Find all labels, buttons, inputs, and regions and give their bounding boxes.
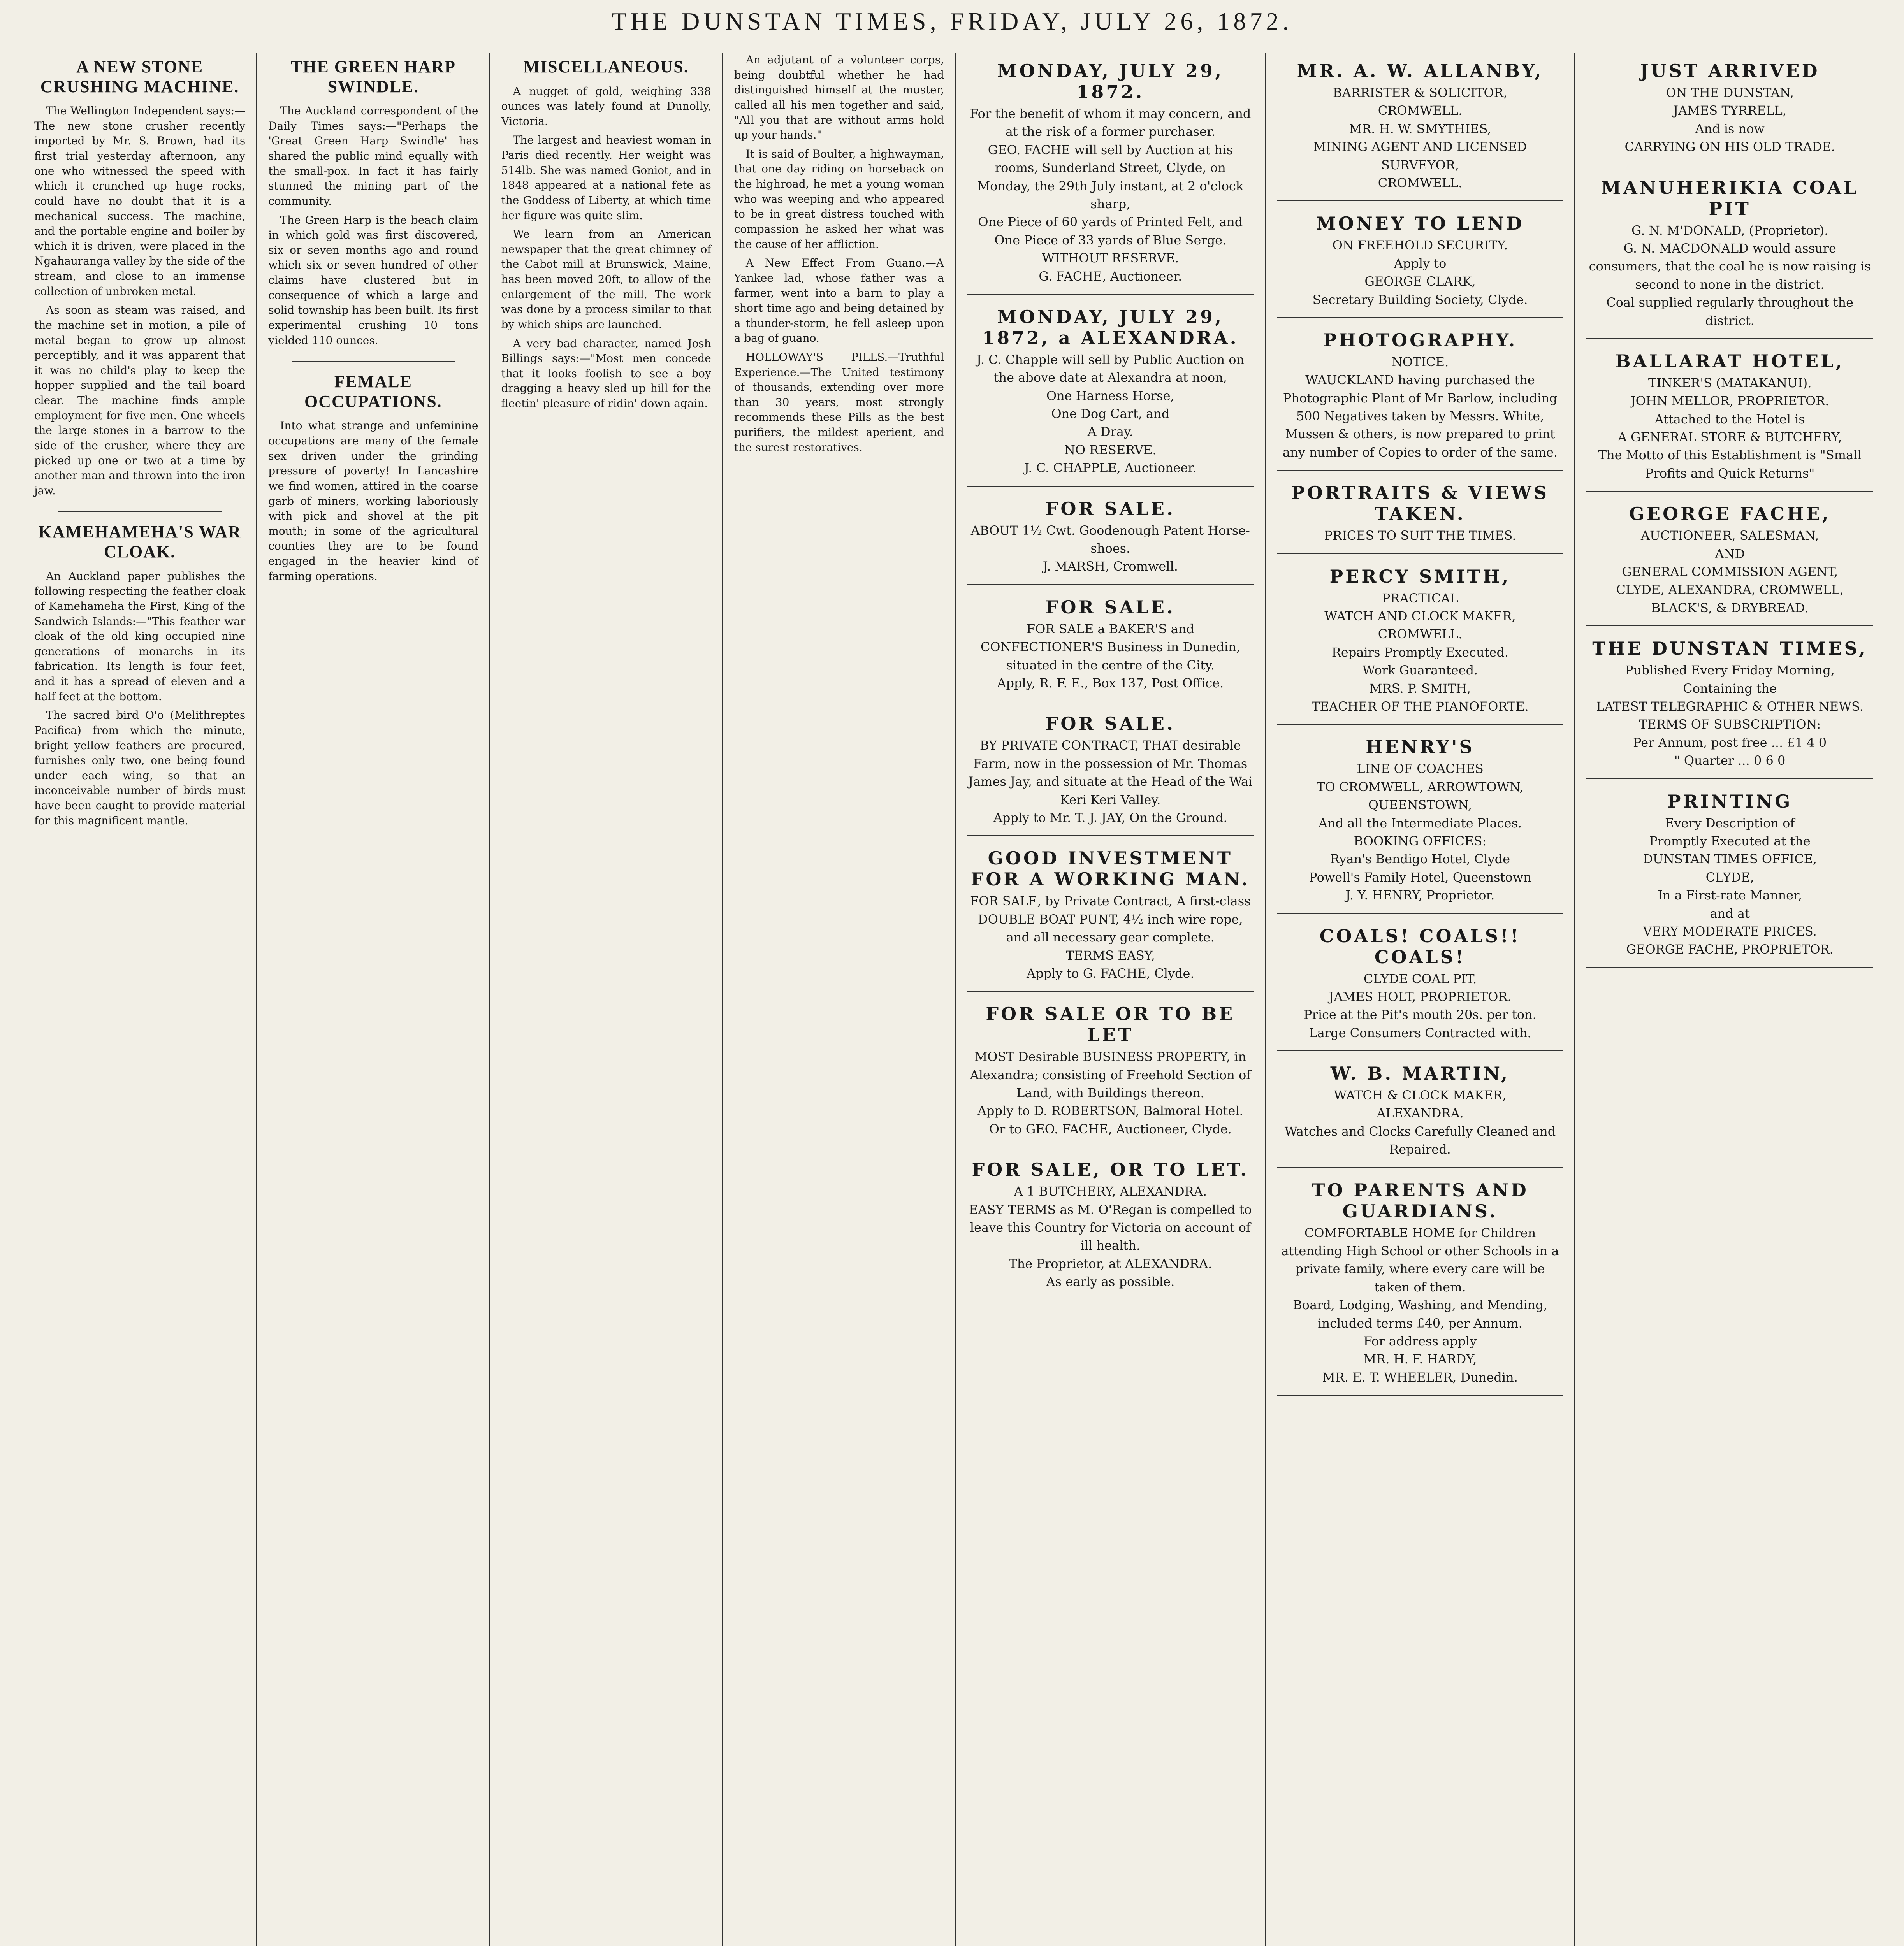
column-7-ads — [1574, 53, 1884, 1946]
masthead — [0, 0, 1904, 44]
article-paragraph: The largest and heaviest woman in Paris died recently. Her weight was 514lb. She was named Goniot, and in 1848 appeared at a national fete as the Goddess of Liberty, at which time her figure was quite slim. — [501, 133, 711, 222]
ad-heading: JUST ARRIVED — [1640, 60, 1820, 81]
article-paragraph: We learn from an American newspaper that the great chimney of the Cabot mill at Brunswick, Maine, has been moved 20ft, to allow of the enlargement of the mill. The work was done by a process similar to that by which ships are launched. — [501, 228, 711, 331]
advertisement — [1586, 343, 1873, 492]
ad-heading: COALS! COALS!! COALS! — [1319, 925, 1521, 968]
column-6-ads — [1265, 53, 1575, 1946]
article-paragraph: The Green Harp is the beach claim in which gold was first discovered, six or seven months ago and round which six or seven hundred of other claims have clustered but in consequence of which a large and solid township has been built. Its first experimental crushing 10 tons yielded 110 ounces. — [268, 213, 478, 347]
advertisement — [1586, 783, 1873, 968]
article-heading: THE GREEN HARP SWINDLE. — [290, 57, 456, 96]
article-paragraph: An Auckland paper publishes the following respecting the feather cloak of Kamehameha the First, King of the Sandwich Islands:—"This feather war cloak of the old king occupied nine generations of monarchs in its fabrication. Its length is four feet, and it has a spread of eleven and a half feet at the bottom. — [34, 569, 246, 703]
masthead-title: THE DUNSTAN TIMES, FRIDAY, JULY 26, 1872. — [611, 7, 1293, 35]
advertisement — [1277, 558, 1564, 725]
ad-body: ON THE DUNSTAN, JAMES TYRRELL, And is now CARRYING ON HIS OLD TRADE. — [1624, 85, 1835, 155]
ad-body: COMFORTABLE HOME for Children attending High School or other Schools in a private family, where every care will be taken of them. Board, Lodging, Washing, and Mending, included terms £40, per Annum. For address apply MR. H. F. HARDY, MR. E. T. WHEELER, Dunedin. — [1281, 1225, 1559, 1385]
ad-heading: MONDAY, JULY 29, 1872, a ALEXANDRA. — [982, 306, 1239, 348]
ad-body: FOR SALE a BAKER'S and CONFECTIONER'S Business in Dunedin, situated in the centre of the City. Apply, R. F. E., Box 137, Post Office. — [980, 621, 1240, 690]
divider — [58, 511, 222, 512]
advertisement — [1277, 1172, 1564, 1396]
advertisement — [1277, 53, 1564, 201]
ad-heading: MONEY TO LEND — [1316, 213, 1524, 234]
advertisement — [967, 299, 1254, 486]
column-5-ads — [955, 53, 1265, 1946]
ad-body: A 1 BUTCHERY, ALEXANDRA. EASY TERMS as M. O'Regan is compelled to leave this Country for Victoria on account of ill health. The Proprietor, at ALEXANDRA. As early as possible. — [969, 1184, 1252, 1289]
ad-heading: FOR SALE. — [1045, 498, 1175, 519]
ad-body: LINE OF COACHES TO CROMWELL, ARROWTOWN, QUEENSTOWN, And all the Intermediate Places. BOOKING OFFICES: Ryan's Bendigo Hotel, Clyde Powell's Family Hotel, Queenstown J. Y. HENRY, Proprietor. — [1309, 761, 1531, 903]
ad-heading: HENRY'S — [1366, 736, 1475, 758]
column-3 — [489, 53, 722, 1946]
advertisement — [1277, 205, 1564, 318]
ad-body: ON FREEHOLD SECURITY. Apply to GEORGE CLARK, Secretary Building Society, Clyde. — [1312, 238, 1528, 307]
advertisement — [967, 840, 1254, 992]
ad-heading: GOOD INVESTMENT FOR A WORKING MAN. — [970, 848, 1250, 890]
ad-body: ABOUT 1½ Cwt. Goodenough Patent Horse-shoes. J. MARSH, Cromwell. — [970, 523, 1250, 574]
ad-heading: PHOTOGRAPHY. — [1323, 329, 1517, 351]
article — [34, 57, 245, 498]
advertisement — [967, 490, 1254, 585]
advertisement — [1277, 729, 1564, 913]
ad-body: MOST Desirable BUSINESS PROPERTY, in Alexandra; consisting of Freehold Section of Land, with Buildings thereon. Apply to D. ROBERTSON, Balmoral Hotel. Or to GEO. FACHE, Auctioneer, Clyde. — [970, 1049, 1251, 1136]
advertisement — [1277, 474, 1564, 554]
article — [34, 522, 245, 828]
ad-heading: GEORGE FACHE, — [1629, 503, 1831, 525]
ad-body: PRACTICAL WATCH AND CLOCK MAKER, CROMWELL. Repairs Promptly Executed. Work Guaranteed. MRS. P. SMITH, TEACHER OF THE PIANOFORTE. — [1312, 590, 1529, 714]
ad-heading: THE DUNSTAN TIMES, — [1592, 638, 1868, 659]
advertisement — [1586, 169, 1873, 339]
advertisement — [1277, 322, 1564, 471]
ad-heading: PRINTING — [1667, 790, 1793, 812]
article-paragraph: An adjutant of a volunteer corps, being doubtful whether he had distinguished himself at the muster, called all his men together and said, "All you that are without arms hold up your hands." — [734, 53, 944, 142]
article-paragraph: The sacred bird O'o (Melithreptes Pacifica) from which the minute, bright yellow feathers are procured, furnishes only two, one being found under each wing, so that an inconceivable number of birds must have been caught to provide material for this magnificent mantle. — [34, 709, 246, 827]
article-paragraph: It is said of Boulter, a highwayman, that one day riding on horseback on the highroad, he met a young woman who was weeping and who appeared to be in great distress touched with compassion he asked her what was the cause of her affliction. — [734, 147, 944, 251]
article-paragraph: As soon as steam was raised, and the machine set in motion, a pile of metal began to grow up almost perceptibly, and it was apparent that it was no child's play to keep the hopper supplied and the tail board clear. The machine finds ample employment for five men. One wheels the large stones in a barrow to the side of the crusher, where they are picked up one or two at a time by another man and thrown into the iron jaw. — [34, 304, 246, 497]
column-1 — [23, 53, 256, 1946]
ad-body: PRICES TO SUIT THE TIMES. — [1324, 528, 1516, 543]
advertisement — [967, 996, 1254, 1147]
article-paragraph: A nugget of gold, weighing 338 ounces was lately found at Dunolly, Victoria. — [501, 84, 711, 128]
ad-heading: MONDAY, JULY 29, 1872. — [997, 60, 1224, 102]
advertisement — [1277, 1055, 1564, 1168]
ad-heading: TO PARENTS AND GUARDIANS. — [1312, 1179, 1529, 1222]
ad-body: BARRISTER & SOLICITOR, CROMWELL. MR. H. W. SMYTHIES, MINING AGENT AND LICENSED SURVEYOR, CROMWELL. — [1313, 85, 1527, 190]
ad-body: TINKER'S (MATAKANUI). JOHN MELLOR, PROPRIETOR. Attached to the Hotel is A GENERAL STORE & BUTCHERY, The Motto of this Establishment is "Small Profits and Quick Returns" — [1598, 375, 1862, 481]
column-2 — [256, 53, 489, 1946]
column-4 — [722, 53, 955, 1946]
article — [734, 53, 944, 455]
article-heading: MISCELLANEOUS. — [523, 57, 689, 76]
advertisement — [967, 589, 1254, 702]
article — [501, 57, 711, 411]
newspaper-columns — [23, 53, 1884, 1946]
advertisement — [967, 53, 1254, 295]
ad-body: For the benefit of whom it may concern, and at the risk of a former purchaser. GEO. FACHE will sell by Auction at his rooms, Sunderland Street, Clyde, on Monday, the 29th July instant, at 2 o'clock sharp, One Piece of 60 yards of Printed Felt, and One Piece of 33 yards of Blue Serge. WITHOUT RESERVE. G. FACHE, Auctioneer. — [970, 106, 1251, 284]
ad-heading: PERCY SMITH, — [1329, 566, 1511, 587]
ad-heading: W. B. MARTIN, — [1330, 1063, 1510, 1084]
ad-body: BY PRIVATE CONTRACT, THAT desirable Farm, now in the possession of Mr. Thomas James Jay, and situate at the Head of the Wai Keri Keri Valley. Apply to Mr. T. J. JAY, On the Ground. — [968, 738, 1253, 825]
article — [268, 57, 478, 348]
advertisement — [1586, 53, 1873, 165]
article-paragraph: HOLLOWAY'S PILLS.—Truthful Experience.—The United testimony of thousands, extending over more than 30 years, most strongly recommends these Pills as the best purifiers, the mildest aperient, and the surest restoratives. — [734, 350, 944, 454]
advertisement — [967, 1151, 1254, 1300]
ad-heading: PORTRAITS & VIEWS TAKEN. — [1291, 482, 1549, 525]
ad-heading: MANUHERIKIA COAL PIT — [1601, 177, 1859, 219]
article-paragraph: The Wellington Independent says:—The new stone crusher recently imported by Mr. S. Brown, had its first trial yesterday afternoon, any one who witnessed the speed with which it crunched up huge rocks, could have no doubt that it is a mechanical success. The machine, and the portable engine and boiler by which it is driven, were placed in the Ngahauranga valley by the side of the stream, and close to an immense collection of unbroken metal. — [34, 104, 246, 298]
article — [268, 372, 478, 584]
ad-body: CLYDE COAL PIT. JAMES HOLT, PROPRIETOR. Price at the Pit's mouth 20s. per ton. Large Consumers Contracted with. — [1304, 971, 1537, 1040]
ad-heading: FOR SALE. — [1045, 596, 1175, 618]
ad-body: G. N. M'DONALD, (Proprietor). G. N. MACDONALD would assure consumers, that the coal he is now raising is second to none in the district. Coal supplied regularly throughout the district. — [1589, 223, 1871, 328]
article-heading: KAMEHAMEHA'S WAR CLOAK. — [38, 522, 241, 562]
ad-body: WATCH & CLOCK MAKER, ALEXANDRA. Watches and Clocks Carefully Cleaned and Repaired. — [1284, 1088, 1556, 1157]
ad-heading: FOR SALE OR TO BE LET — [986, 1003, 1235, 1046]
advertisement — [1586, 630, 1873, 779]
article-paragraph: The Auckland correspondent of the Daily Times says:—"Perhaps the 'Great Green Harp Swindle' has shared the public mind equally with the small-pox. In fact it has fairly stunned the mining part of the community. — [268, 104, 478, 207]
ad-heading: MR. A. W. ALLANBY, — [1297, 60, 1544, 81]
article-paragraph: A very bad character, named Josh Billings says:—"Most men concede that it looks foolish to see a boy dragging a heavy sled up hill for the fleetin' pleasure of ridin' down again. — [501, 337, 711, 410]
article-paragraph: Into what strange and unfeminine occupations are many of the female sex driven under the grinding pressure of poverty! In Lancashire we find women, attired in the coarse garb of miners, working laboriously with pick and shovel at the pit mouth; in some of the agricultural counties they are to be found engaged in the heavier kind of farming operations. — [268, 419, 478, 583]
ad-heading: BALLARAT HOTEL, — [1615, 350, 1844, 372]
article-paragraph: A New Effect From Guano.—A Yankee lad, whose father was a farmer, went into a barn to play a short time ago and being detained by a thunder-storm, he fell asleep upon a bag of guano. — [734, 256, 944, 345]
ad-heading: FOR SALE. — [1045, 713, 1175, 734]
ad-body: FOR SALE, by Private Contract, A first-class DOUBLE BOAT PUNT, 4½ inch wire rope, and all necessary gear complete. TERMS EASY, Apply to G. FACHE, Clyde. — [970, 894, 1251, 981]
divider — [292, 361, 455, 362]
advertisement — [1586, 495, 1873, 626]
ad-body: Published Every Friday Morning, Containing the LATEST TELEGRAPHIC & OTHER NEWS. TERMS OF SUBSCRIPTION: Per Annum, post free ... £1 4 0 " Quarter ... 0 6 0 — [1596, 663, 1864, 768]
article-heading: A NEW STONE CRUSHING MACHINE. — [40, 57, 239, 96]
ad-body: AUCTIONEER, SALESMAN, AND GENERAL COMMISSION AGENT, CLYDE, ALEXANDRA, CROMWELL, BLACK'S, & DRYBREAD. — [1616, 528, 1844, 615]
ad-body: NOTICE. WAUCKLAND having purchased the Photographic Plant of Mr Barlow, including 500 Negatives taken by Messrs. White, Mussen & others, is now prepared to print any number of Copies to order of the same. — [1282, 354, 1558, 460]
ad-body: J. C. Chapple will sell by Public Auction on the above date at Alexandra at noon, One Harness Horse, One Dog Cart, and A Dray. NO RESERVE. J. C. CHAPPLE, Auctioneer. — [976, 352, 1245, 476]
advertisement — [967, 705, 1254, 836]
advertisement — [1277, 918, 1564, 1052]
ad-body: Every Description of Promptly Executed at the DUNSTAN TIMES OFFICE, CLYDE, In a First-rate Manner, and at VERY MODERATE PRICES. GEORGE FACHE, PROPRIETOR. — [1626, 815, 1834, 957]
article-heading: FEMALE OCCUPATIONS. — [304, 372, 442, 411]
ad-heading: FOR SALE, OR TO LET. — [972, 1159, 1249, 1180]
